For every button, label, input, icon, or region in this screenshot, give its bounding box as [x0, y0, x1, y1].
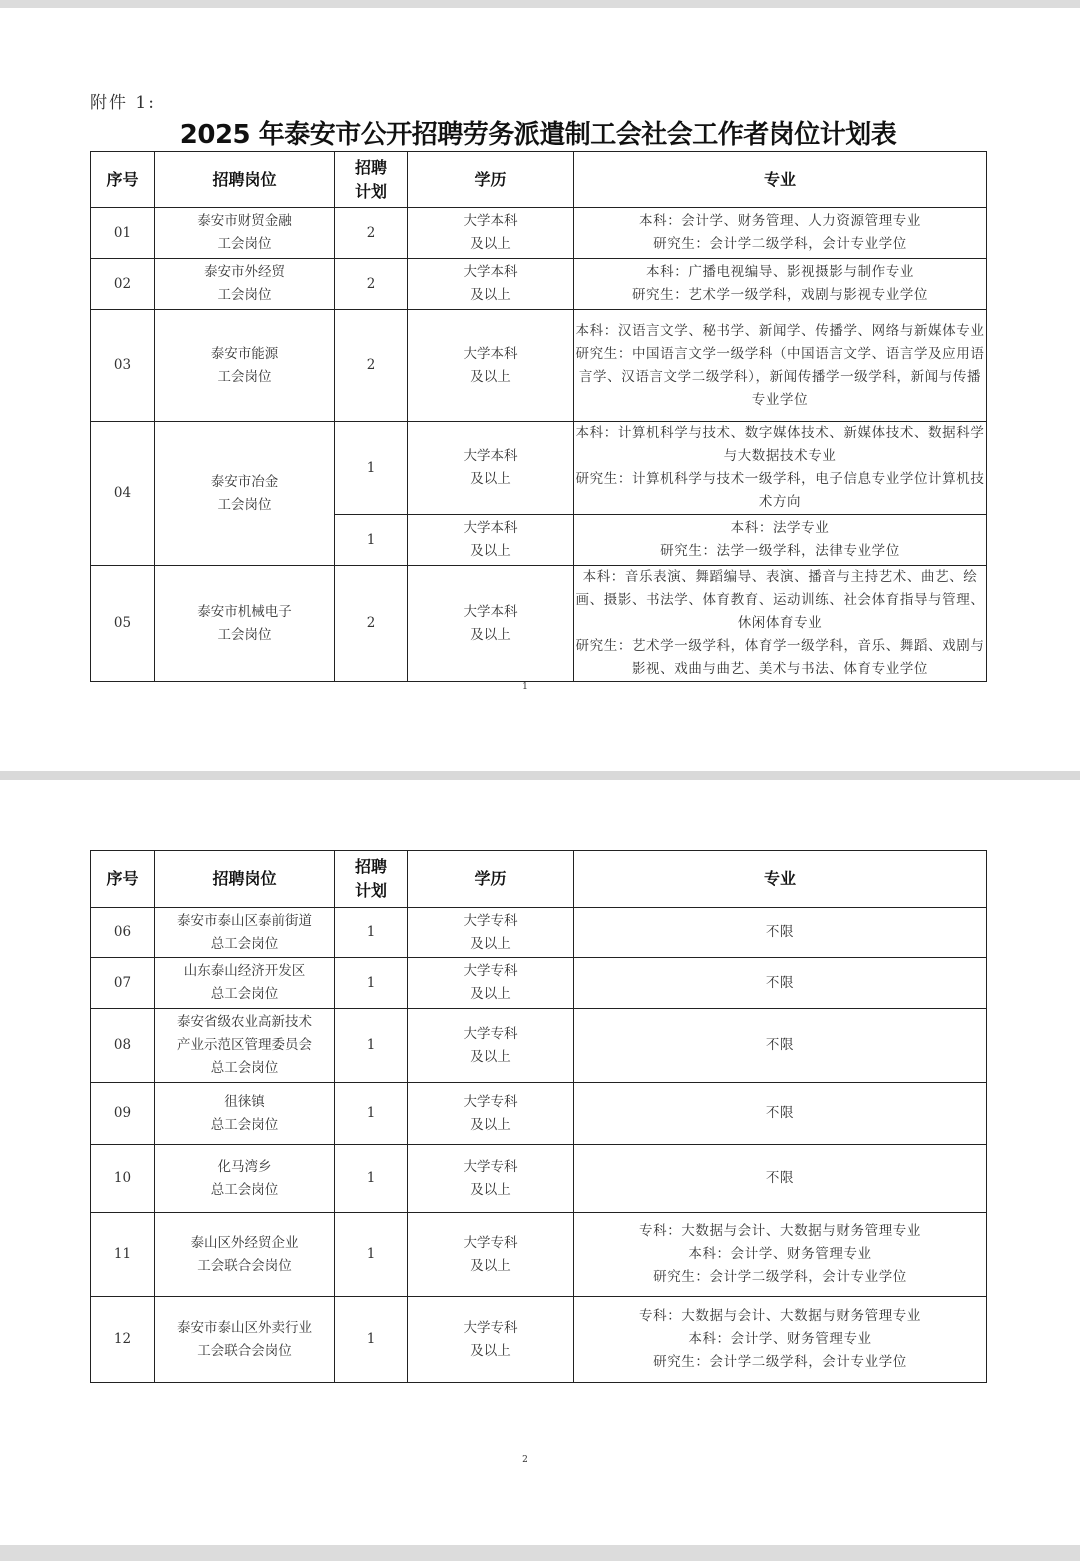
cell-position: 泰安市泰山区泰前街道 总工会岗位	[155, 908, 335, 958]
cell-education: 大学专科 及以上	[408, 1145, 574, 1213]
cell-major: 本科：计算机科学与技术、数字媒体技术、新媒体技术、数据科学与大数据技术专业 研究生：计算机科学与技术一级学科，电子信息专业学位计算机技术方向	[574, 422, 987, 515]
cell-major: 专科：大数据与会计、大数据与财务管理专业 本科：会计学、财务管理专业 研究生：会计学二级学科，会计专业学位	[574, 1213, 987, 1297]
table-row	[91, 1009, 987, 1083]
cell-education: 大学专科 及以上	[408, 958, 574, 1009]
page-number: 1	[522, 682, 528, 692]
cell-education: 大学本科 及以上	[408, 422, 574, 515]
cell-major: 本科：音乐表演、舞蹈编导、表演、播音与主持艺术、曲艺、绘画、摄影、书法学、体育教育、运动训练、社会体育指导与管理、休闲体育专业 研究生：艺术学一级学科，体育学一级学科，音乐、舞蹈、戏剧与影视、戏曲与曲艺、美术与书法、体育专业学位	[574, 566, 987, 682]
cell-education: 大学专科 及以上	[408, 908, 574, 958]
cell-plan: 2	[335, 310, 408, 422]
cell-position: 泰安市冶金 工会岗位	[155, 422, 335, 566]
cell-major: 不限	[574, 1145, 987, 1213]
cell-position: 泰安市机械电子 工会岗位	[155, 566, 335, 682]
cell-plan: 1	[335, 1009, 408, 1083]
header-plan: 招聘 计划	[335, 152, 408, 208]
cell-plan: 1	[335, 1297, 408, 1383]
cell-plan: 1	[335, 1213, 408, 1297]
cell-position: 泰安市财贸金融 工会岗位	[155, 208, 335, 259]
header-major: 专业	[574, 152, 987, 208]
page-number: 2	[522, 1455, 528, 1465]
cell-no: 03	[91, 310, 155, 422]
cell-no: 10	[91, 1145, 155, 1213]
cell-plan: 1	[335, 1145, 408, 1213]
cell-education: 大学本科 及以上	[408, 208, 574, 259]
cell-no: 05	[91, 566, 155, 682]
cell-education: 大学专科 及以上	[408, 1213, 574, 1297]
plan-table-page2	[90, 850, 987, 1383]
cell-major: 不限	[574, 1009, 987, 1083]
table-row	[91, 1297, 987, 1383]
cell-plan: 1	[335, 958, 408, 1009]
page-gap-top	[0, 0, 1080, 8]
page-gap-bottom	[0, 1545, 1080, 1561]
cell-education: 大学本科 及以上	[408, 566, 574, 682]
header-education: 学历	[408, 851, 574, 908]
cell-plan: 1	[335, 422, 408, 515]
cell-no: 11	[91, 1213, 155, 1297]
cell-major: 本科：广播电视编导、影视摄影与制作专业 研究生：艺术学一级学科，戏剧与影视专业学位	[574, 259, 987, 310]
cell-no: 12	[91, 1297, 155, 1383]
attachment-label: 附件 1:	[90, 93, 156, 113]
cell-plan: 1	[335, 1083, 408, 1145]
cell-plan: 2	[335, 566, 408, 682]
table-row	[91, 908, 987, 958]
table-header-row	[91, 152, 987, 208]
cell-no: 01	[91, 208, 155, 259]
header-position: 招聘岗位	[155, 851, 335, 908]
cell-education: 大学本科 及以上	[408, 515, 574, 566]
cell-education: 大学本科 及以上	[408, 259, 574, 310]
cell-position: 徂徕镇 总工会岗位	[155, 1083, 335, 1145]
table-row	[91, 208, 987, 259]
cell-position: 泰安市外经贸 工会岗位	[155, 259, 335, 310]
cell-plan: 1	[335, 515, 408, 566]
header-position: 招聘岗位	[155, 152, 335, 208]
cell-education: 大学专科 及以上	[408, 1083, 574, 1145]
cell-no: 06	[91, 908, 155, 958]
cell-plan: 2	[335, 208, 408, 259]
header-education: 学历	[408, 152, 574, 208]
page-gap	[0, 771, 1080, 780]
table-row	[91, 1083, 987, 1145]
page-title: 2025 年泰安市公开招聘劳务派遣制工会社会工作者岗位计划表	[179, 120, 897, 150]
cell-major: 本科：汉语言文学、秘书学、新闻学、传播学、网络与新媒体专业 研究生：中国语言文学一级学科（中国语言文学、语言学及应用语言学、汉语言文学二级学科），新闻传播学一级学科，新闻与传播专业学位	[574, 310, 987, 422]
cell-major: 不限	[574, 908, 987, 958]
cell-major: 不限	[574, 1083, 987, 1145]
cell-position: 泰山区外经贸企业 工会联合会岗位	[155, 1213, 335, 1297]
cell-no: 04	[91, 422, 155, 566]
cell-position: 山东泰山经济开发区 总工会岗位	[155, 958, 335, 1009]
table-row	[91, 259, 987, 310]
table-row	[91, 1213, 987, 1297]
cell-education: 大学专科 及以上	[408, 1009, 574, 1083]
header-plan: 招聘 计划	[335, 851, 408, 908]
table-header-row	[91, 851, 987, 908]
cell-education: 大学本科 及以上	[408, 310, 574, 422]
header-major: 专业	[574, 851, 987, 908]
table-row	[91, 310, 987, 422]
cell-position: 泰安省级农业高新技术 产业示范区管理委员会 总工会岗位	[155, 1009, 335, 1083]
table-row	[91, 566, 987, 682]
cell-position: 化马湾乡 总工会岗位	[155, 1145, 335, 1213]
cell-no: 02	[91, 259, 155, 310]
cell-no: 07	[91, 958, 155, 1009]
header-no: 序号	[91, 152, 155, 208]
header-no: 序号	[91, 851, 155, 908]
cell-major: 不限	[574, 958, 987, 1009]
cell-no: 09	[91, 1083, 155, 1145]
cell-major: 本科：会计学、财务管理、人力资源管理专业 研究生：会计学二级学科，会计专业学位	[574, 208, 987, 259]
cell-plan: 1	[335, 908, 408, 958]
cell-education: 大学专科 及以上	[408, 1297, 574, 1383]
cell-position: 泰安市泰山区外卖行业 工会联合会岗位	[155, 1297, 335, 1383]
cell-plan: 2	[335, 259, 408, 310]
table-row	[91, 958, 987, 1009]
cell-major: 专科：大数据与会计、大数据与财务管理专业 本科：会计学、财务管理专业 研究生：会计学二级学科，会计专业学位	[574, 1297, 987, 1383]
table-row	[91, 422, 987, 515]
cell-position: 泰安市能源 工会岗位	[155, 310, 335, 422]
cell-no: 08	[91, 1009, 155, 1083]
plan-table-page1	[90, 151, 987, 682]
cell-major: 本科：法学专业 研究生：法学一级学科，法律专业学位	[574, 515, 987, 566]
table-row	[91, 1145, 987, 1213]
